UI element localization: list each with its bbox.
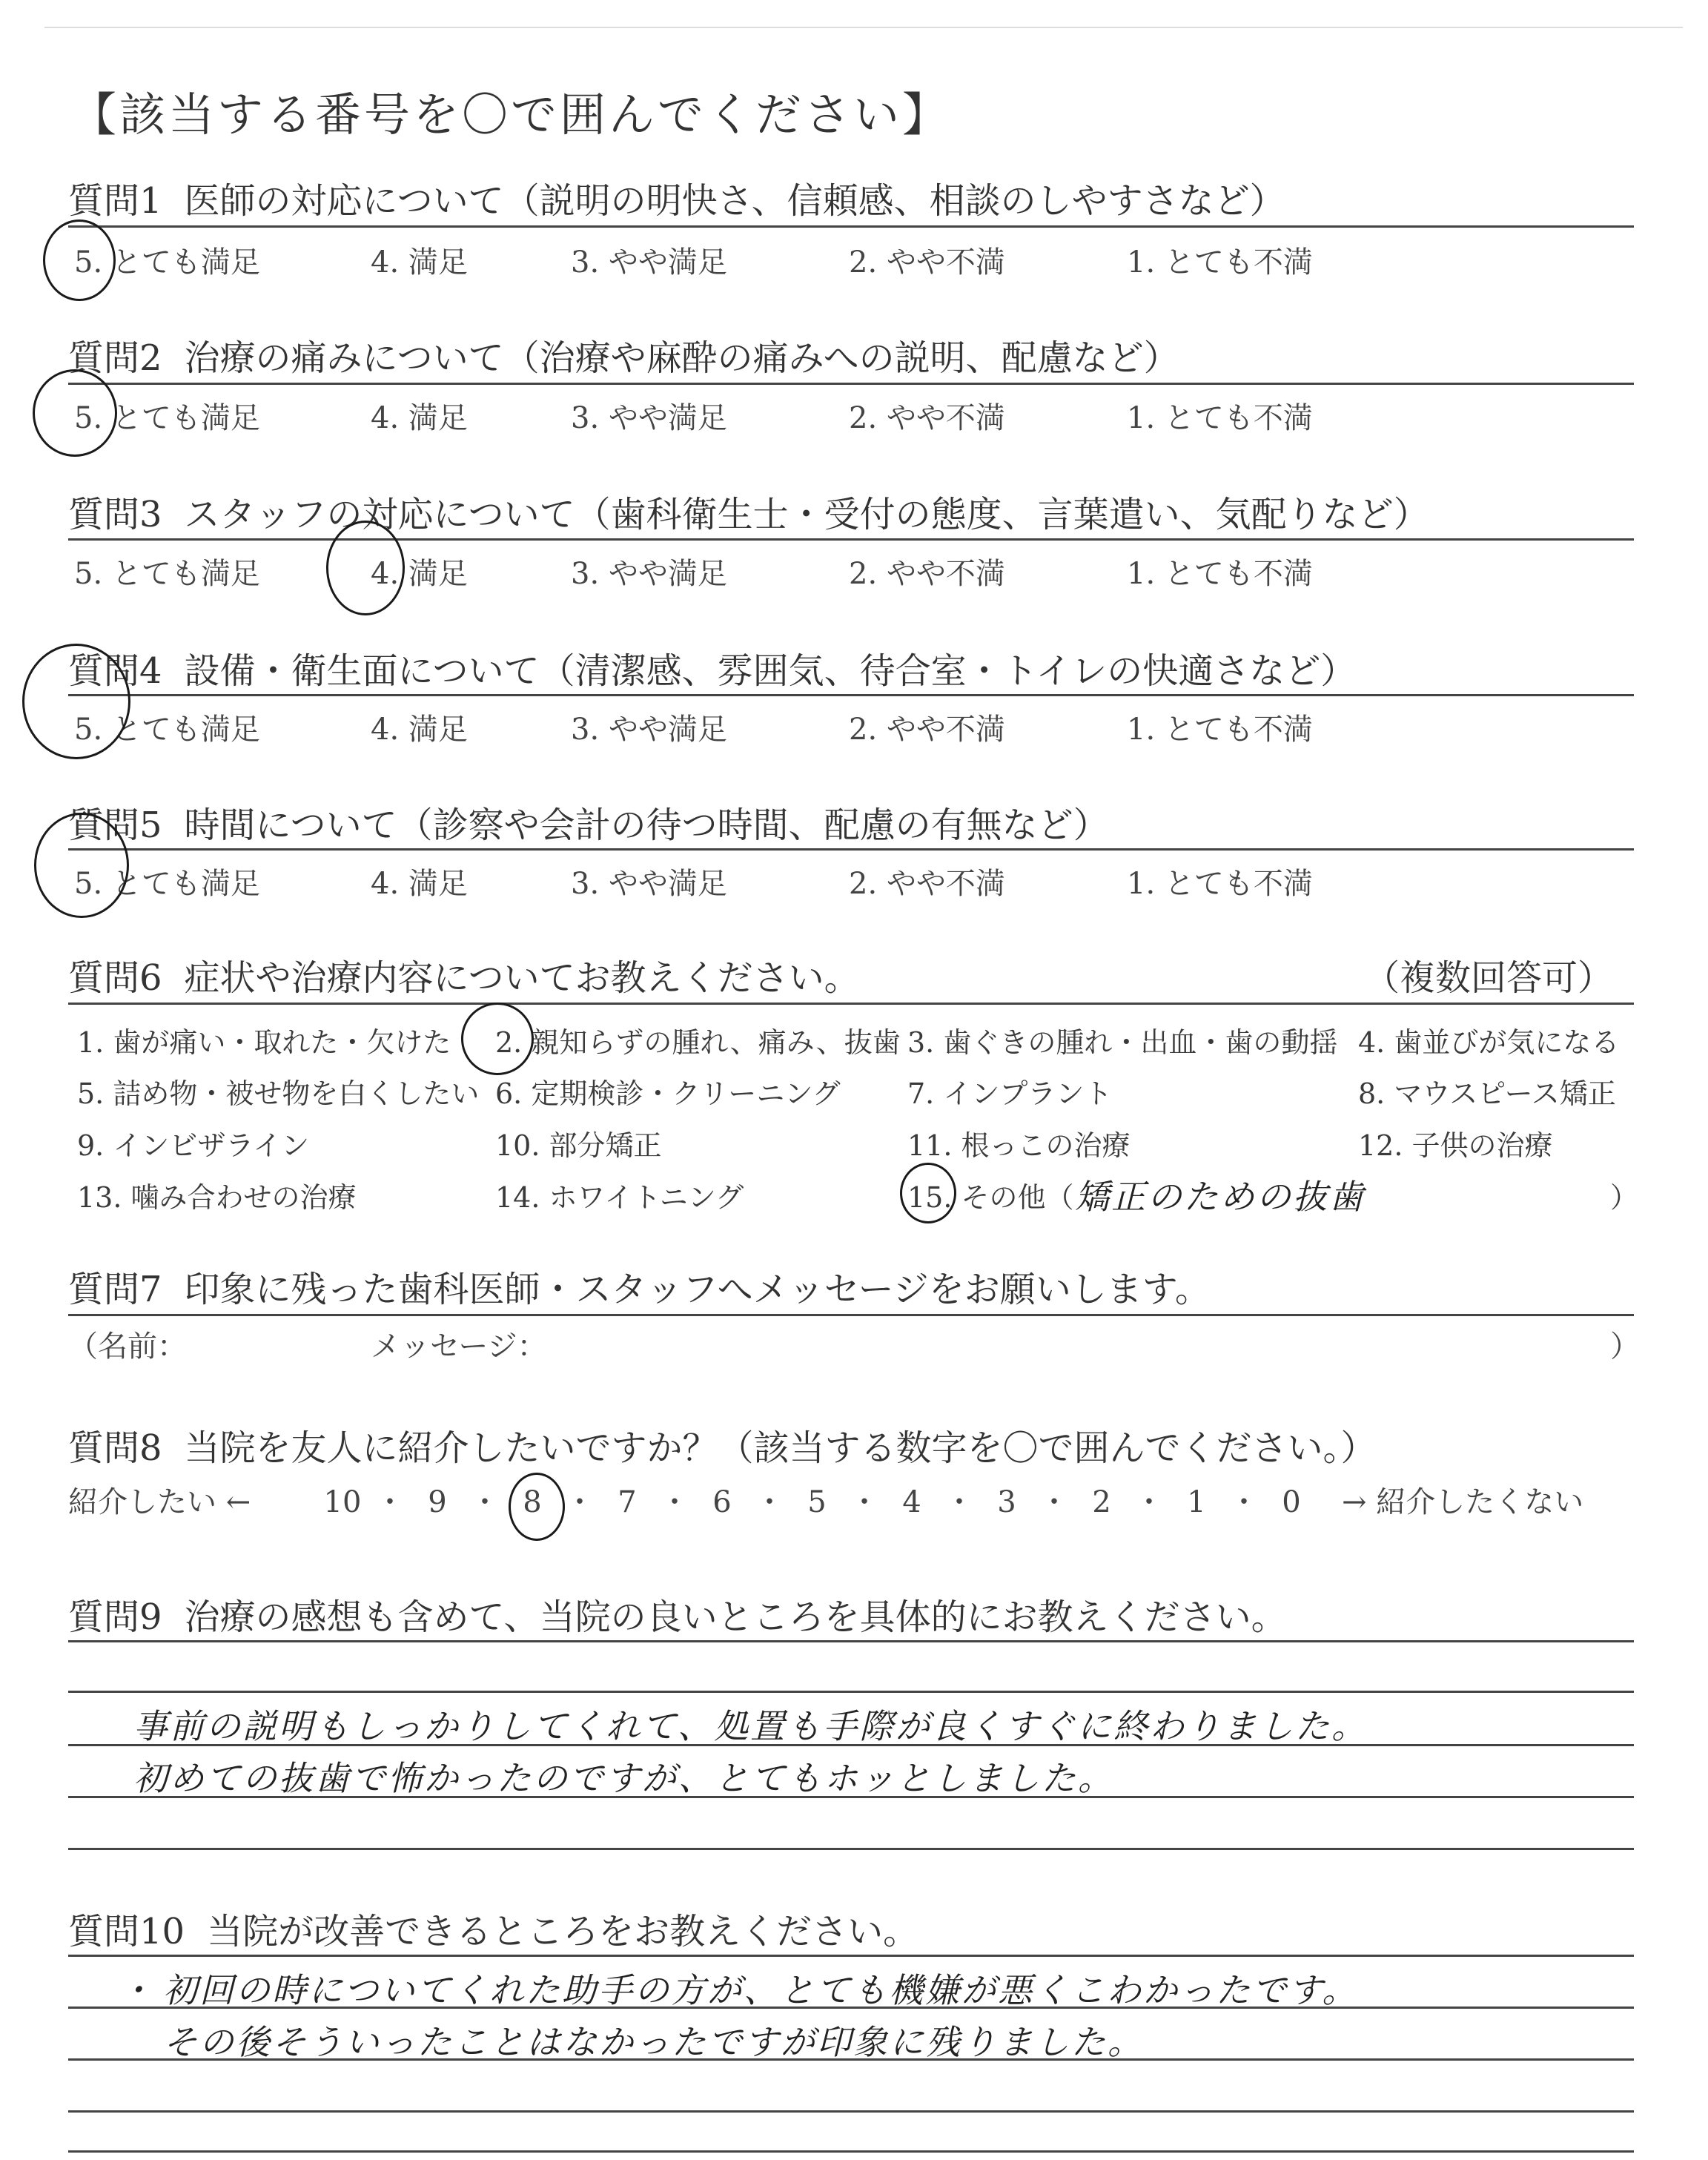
multiple-answers-note: （複数回答可） — [1364, 957, 1614, 999]
q9-answer-line-2: 初めての抜歯で怖かったのですが、とてもホッとしました。 — [133, 1758, 1114, 1798]
question-text: 設備・衛生面について（清潔感、雰囲気、待合室・トイレの快適さなど） — [184, 650, 1357, 692]
q6-item-7[interactable]: 7. インプラント — [907, 1077, 1113, 1110]
question-number: 質問2 — [68, 337, 162, 379]
scale-separator: ・ — [1039, 1485, 1069, 1519]
q6-other-handwritten: 矯正のための抜歯 — [1075, 1177, 1366, 1217]
scale-separator: ・ — [944, 1485, 974, 1519]
q4-option-1[interactable]: 1. とても不満 — [1127, 713, 1313, 747]
scale-separator: ・ — [1134, 1485, 1164, 1519]
question-4 — [68, 642, 1356, 693]
divider — [68, 1955, 1634, 1957]
q5-option-3[interactable]: 3. やや満足 — [571, 867, 727, 901]
scale-value[interactable]: 0 — [1282, 1485, 1301, 1519]
q2-option-4[interactable]: 4. 満足 — [371, 401, 468, 435]
question-number: 質問9 — [68, 1596, 162, 1638]
scale-separator: ・ — [1229, 1485, 1259, 1519]
scale-value[interactable]: 8 — [523, 1485, 542, 1519]
q6-item-6[interactable]: 6. 定期検診・クリーニング — [495, 1077, 841, 1110]
q6-item-11[interactable]: 11. 根っこの治療 — [907, 1129, 1131, 1162]
answer-line — [68, 2110, 1634, 2113]
divider — [68, 1003, 1634, 1005]
q4-option-5[interactable]: 5. とても満足 — [74, 713, 260, 747]
recommend-right-label: → 紹介したくない — [1342, 1485, 1584, 1519]
scale-separator: ・ — [755, 1485, 784, 1519]
recommend-left-label: 紹介したい ← — [68, 1485, 251, 1519]
q6-item-2[interactable]: 2. 親知らずの腫れ、痛み、抜歯 — [495, 1026, 901, 1059]
question-text: 当院が改善できるところをお教えください。 — [207, 1911, 919, 1952]
question-number: 質問6 — [68, 957, 162, 999]
q6-item-1[interactable]: 1. 歯が痛い・取れた・欠けた — [77, 1026, 451, 1059]
divider — [68, 383, 1634, 385]
question-7 — [68, 1261, 1211, 1312]
selection-circle — [900, 1163, 956, 1223]
question-text: スタッフの対応について（歯科衛生士・受付の態度、言葉遣い、気配りなど） — [184, 494, 1429, 535]
question-text: 症状や治療内容についてお教えください。 — [184, 957, 860, 999]
scale-value[interactable]: 1 — [1187, 1485, 1206, 1519]
question-text: 印象に残った歯科医師・スタッフへメッセージをお願いします。 — [184, 1269, 1211, 1310]
scale-value[interactable]: 5 — [807, 1485, 827, 1519]
q2-option-1[interactable]: 1. とても不満 — [1127, 401, 1313, 435]
question-1 — [68, 172, 1285, 223]
question-text: 治療の感想も含めて、当院の良いところを具体的にお教えください。 — [184, 1596, 1287, 1638]
q10-answer-line-2: その後そういったことはなかったですが印象に残りました。 — [163, 2022, 1144, 2062]
question-8 — [68, 1419, 1377, 1470]
q1-option-1[interactable]: 1. とても不満 — [1127, 245, 1313, 280]
question-text: 当院を友人に紹介したいですか？（該当する数字を〇で囲んでください。） — [184, 1427, 1377, 1469]
q1-option-3[interactable]: 3. やや満足 — [571, 245, 727, 280]
q3-option-5[interactable]: 5. とても満足 — [74, 557, 260, 591]
recommend-scale — [319, 1479, 1315, 1521]
q4-option-3[interactable]: 3. やや満足 — [571, 713, 727, 747]
divider — [68, 694, 1634, 696]
scan-edge-line — [44, 27, 1683, 28]
q6-item-9[interactable]: 9. インビザライン — [77, 1129, 310, 1162]
q5-option-4[interactable]: 4. 満足 — [371, 867, 468, 901]
selection-circle — [461, 1003, 534, 1075]
q4-option-2[interactable]: 2. やや不満 — [849, 713, 1005, 747]
q6-item-10[interactable]: 10. 部分矯正 — [495, 1129, 662, 1162]
scale-value[interactable]: 7 — [618, 1485, 637, 1519]
question-2 — [68, 329, 1179, 380]
q2-option-5[interactable]: 5. とても満足 — [74, 401, 260, 435]
divider — [68, 1314, 1634, 1316]
q6-item-8[interactable]: 8. マウスピース矯正 — [1358, 1077, 1616, 1110]
question-text: 治療の痛みについて（治療や麻酔の痛みへの説明、配慮など） — [184, 337, 1179, 379]
scale-value[interactable]: 9 — [428, 1485, 447, 1519]
q1-option-4[interactable]: 4. 満足 — [371, 245, 468, 280]
q5-option-2[interactable]: 2. やや不満 — [849, 867, 1005, 901]
scale-separator: ・ — [660, 1485, 689, 1519]
question-text: 時間について（診察や会計の待つ時間、配慮の有無など） — [184, 805, 1109, 846]
scale-value[interactable]: 10 — [323, 1485, 362, 1519]
question-9 — [68, 1588, 1287, 1639]
selection-circle — [326, 521, 405, 615]
q10-answer-line-1: 初回の時についてくれた助手の方が、とても機嫌が悪くこわかったです。 — [163, 1970, 1359, 2010]
question-number: 質問4 — [68, 650, 162, 692]
scale-value[interactable]: 3 — [997, 1485, 1016, 1519]
q6-item-14[interactable]: 14. ホワイトニング — [495, 1181, 744, 1214]
question-number: 質問1 — [68, 180, 162, 222]
q10-bullet: ・ — [119, 1970, 155, 2010]
q5-option-1[interactable]: 1. とても不満 — [1127, 867, 1313, 901]
q6-item-13[interactable]: 13. 噛み合わせの治療 — [77, 1181, 357, 1214]
q3-option-4[interactable]: 4. 満足 — [371, 557, 468, 591]
question-number: 質問10 — [68, 1911, 185, 1952]
selection-circle — [33, 369, 117, 457]
question-number: 質問8 — [68, 1427, 162, 1469]
question-number: 質問5 — [68, 805, 162, 846]
q2-option-3[interactable]: 3. やや満足 — [571, 401, 727, 435]
q6-item-15-other[interactable]: 15. その他（ — [907, 1181, 1074, 1214]
q6-item-12[interactable]: 12. 子供の治療 — [1358, 1129, 1553, 1162]
question-number: 質問7 — [68, 1269, 162, 1310]
scale-value[interactable]: 4 — [902, 1485, 921, 1519]
divider — [68, 848, 1634, 851]
q3-option-2[interactable]: 2. やや不満 — [849, 557, 1005, 591]
q4-option-4[interactable]: 4. 満足 — [371, 713, 468, 747]
q9-answer-line-1: 事前の説明もしっかりしてくれて、処置も手際が良くすぐに終わりました。 — [133, 1706, 1368, 1746]
scale-separator: ・ — [470, 1485, 500, 1519]
question-6 — [68, 949, 860, 1000]
selection-circle — [43, 219, 116, 301]
divider — [68, 538, 1634, 541]
question-5 — [68, 796, 1109, 848]
selection-circle — [509, 1473, 565, 1541]
question-10 — [68, 1903, 918, 1954]
scale-separator: ・ — [375, 1485, 405, 1519]
question-number: 質問3 — [68, 494, 162, 535]
q7-close-paren: ） — [1610, 1330, 1640, 1364]
scale-separator: ・ — [850, 1485, 879, 1519]
divider — [68, 225, 1634, 228]
q6-item-5[interactable]: 5. 詰め物・被せ物を白くしたい — [77, 1077, 480, 1110]
question-3 — [68, 486, 1429, 537]
q2-option-2[interactable]: 2. やや不満 — [849, 401, 1005, 435]
q6-other-close-paren: ） — [1610, 1181, 1639, 1214]
scale-separator: ・ — [565, 1485, 595, 1519]
scale-value[interactable]: 6 — [712, 1485, 732, 1519]
question-text: 医師の対応について（説明の明快さ、信頼感、相談のしやすさなど） — [184, 180, 1285, 222]
q5-option-5[interactable]: 5. とても満足 — [74, 867, 260, 901]
answer-line — [68, 2150, 1634, 2153]
q6-item-4[interactable]: 4. 歯並びが気になる — [1358, 1026, 1620, 1059]
scale-value[interactable]: 2 — [1092, 1485, 1111, 1519]
answer-line — [68, 1848, 1634, 1850]
answer-line — [68, 1691, 1634, 1693]
q1-option-2[interactable]: 2. やや不満 — [849, 245, 1005, 280]
q3-option-1[interactable]: 1. とても不満 — [1127, 557, 1313, 591]
q6-item-3[interactable]: 3. 歯ぐきの腫れ・出血・歯の動揺 — [907, 1026, 1338, 1059]
name-label: （名前： — [68, 1330, 187, 1364]
selection-circle — [34, 813, 129, 918]
form-heading: 【該当する番号を〇で囲んでください】 — [70, 87, 952, 142]
message-label: メッセージ： — [371, 1330, 547, 1364]
selection-circle — [22, 644, 130, 759]
divider — [68, 1640, 1634, 1642]
q1-option-5[interactable]: 5. とても満足 — [74, 245, 260, 280]
q3-option-3[interactable]: 3. やや満足 — [571, 557, 727, 591]
